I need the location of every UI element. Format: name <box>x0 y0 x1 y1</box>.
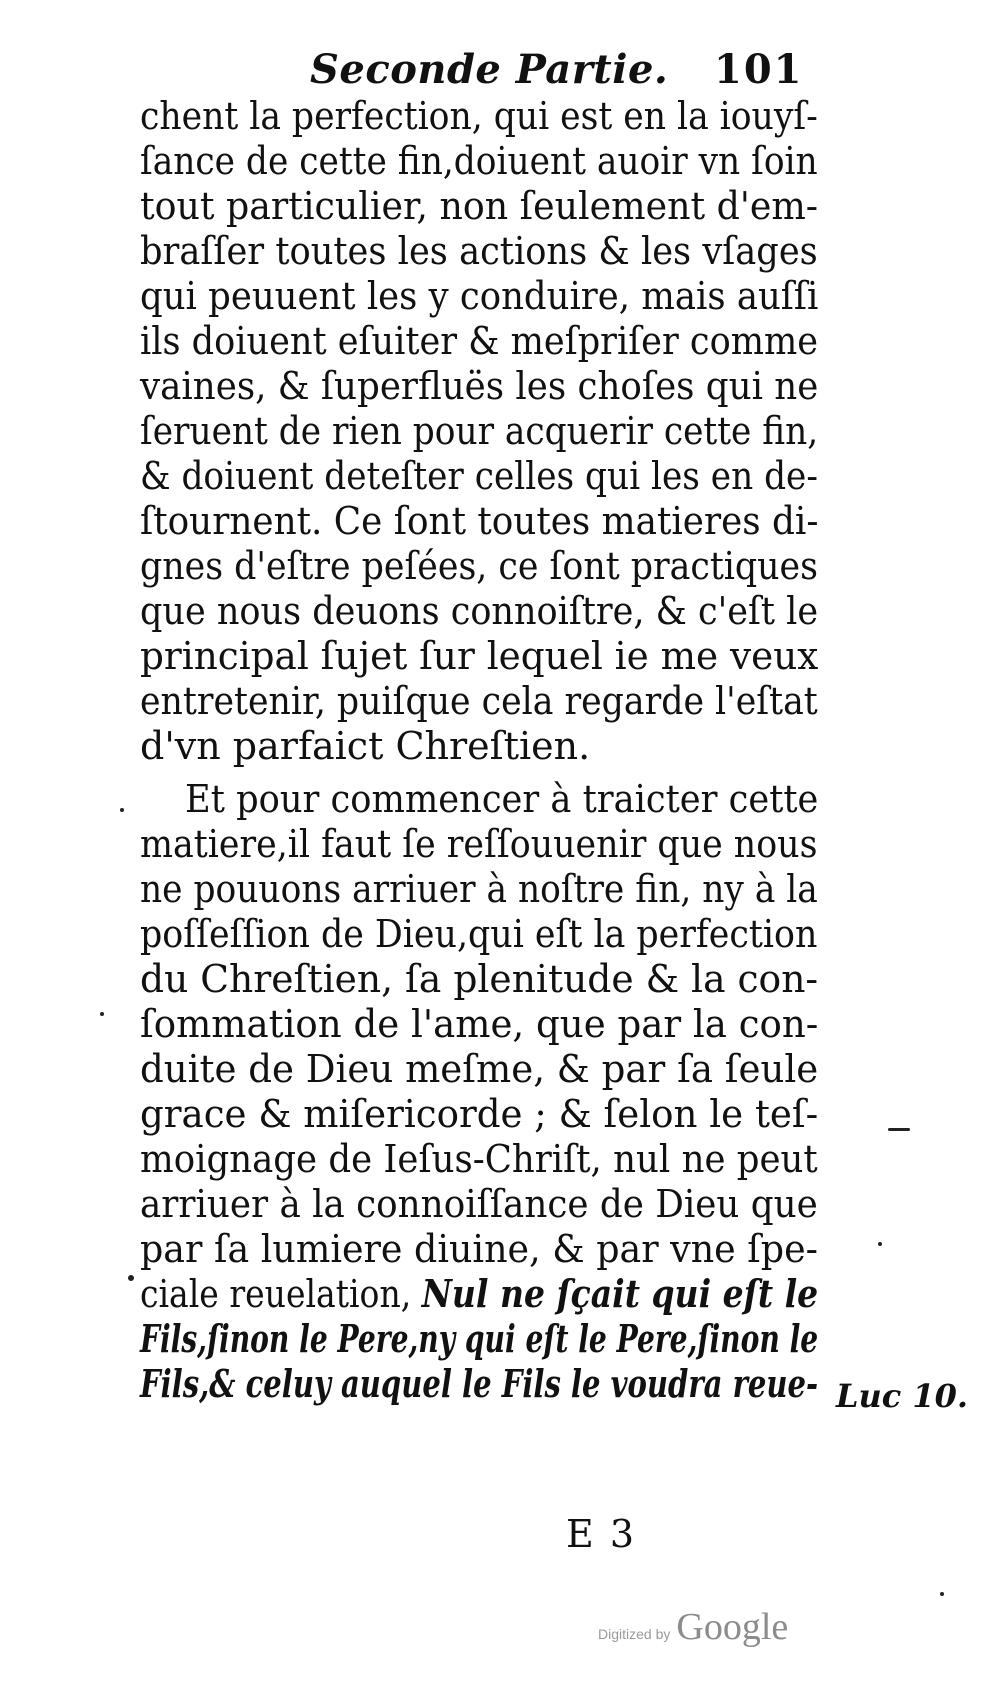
scripture-quote: Fils,& celuy auquel le Fils le voudra reue- <box>140 1361 819 1406</box>
text-line: ſance de cette fin,doiuent auoir vn ſoin <box>140 139 818 183</box>
digitized-watermark <box>598 1605 788 1649</box>
text-line-with-quote <box>140 1270 818 1318</box>
text-line: tout particulier, non ſeulement d'em- <box>140 184 819 228</box>
text-line: principal ſujet ſur lequel ie me veux <box>140 634 819 678</box>
text-line: que nous deuons connoiſtre, & c'eſt le <box>140 589 819 633</box>
text-line: chent la perfection, qui est en la iouyſ- <box>140 94 818 138</box>
ink-speck <box>940 1592 944 1596</box>
text-line: d'vn parfaict Chreſtien. <box>140 724 591 768</box>
ink-speck <box>120 808 124 812</box>
signature-mark: E 3 <box>566 1512 636 1556</box>
text-line: moignage de Ieſus-Chriſt, nul ne peut <box>140 1137 818 1181</box>
text-segment: ciale reuelation, <box>140 1272 412 1316</box>
text-line: ne pouuons arriuer à noſtre fin, ny à la <box>140 867 818 911</box>
text-line: vaines, & ſuperfluës les choſes qui ne <box>140 364 819 408</box>
margin-reference: Luc 10. <box>836 1377 969 1415</box>
text-line: duite de Dieu meſme, & par ſa ſeule <box>140 1047 819 1091</box>
text-line: ſeruent de rien pour acquerir cette fin, <box>140 409 819 453</box>
page-number: 101 <box>714 46 804 93</box>
text-line: gnes d'eſtre peſées, ce ſont practiques <box>140 544 818 588</box>
text-line: par ſa lumiere diuine, & par vne ſpe- <box>140 1227 818 1271</box>
text-line: & doiuent deteſter celles qui les en de- <box>140 454 818 498</box>
text-line: du Chreſtien, ſa plenitude & la con- <box>140 957 819 1001</box>
scripture-quote: Fils,ſinon le Pere,ny qui eſt le Pere,ſinon le <box>140 1316 819 1361</box>
scripture-quote-line <box>140 1360 818 1408</box>
ink-speck <box>128 1275 134 1281</box>
ink-speck <box>100 1012 104 1016</box>
text-line: qui peuuent les y conduire, mais auſſi <box>140 274 819 318</box>
paragraph-first-line: Et pour commencer à traicter cette <box>185 777 819 821</box>
text-line: ſommation de l'ame, que par la con- <box>140 1002 819 1046</box>
running-head: Seconde Partie. <box>310 46 669 93</box>
text-line: braſſer toutes les actions & les vſages <box>140 229 818 273</box>
text-line: ſtournent. Ce ſont toutes matieres di- <box>140 499 819 543</box>
text-line: grace & miſericorde ; & ſelon le teſ- <box>140 1092 819 1136</box>
google-logo: Google <box>676 1606 789 1648</box>
text-line: arriuer à la connoiſſance de Dieu que <box>140 1182 818 1226</box>
text-line: matiere,il faut ſe reſſouuenir que nous <box>140 822 818 866</box>
scripture-quote-line <box>140 1315 818 1363</box>
text-line: ils doiuent eſuiter & meſpriſer comme <box>140 319 819 363</box>
ink-speck <box>888 1128 910 1131</box>
watermark-label: Digitized by <box>598 1626 671 1642</box>
ink-speck <box>878 1242 882 1246</box>
scripture-quote: Nul ne ſçait qui eſt le <box>421 1271 819 1316</box>
text-line: poſſeſſion de Dieu,qui eſt la perfection <box>140 912 818 956</box>
text-line: entretenir, puiſque cela regarde l'eſtat <box>140 679 818 723</box>
